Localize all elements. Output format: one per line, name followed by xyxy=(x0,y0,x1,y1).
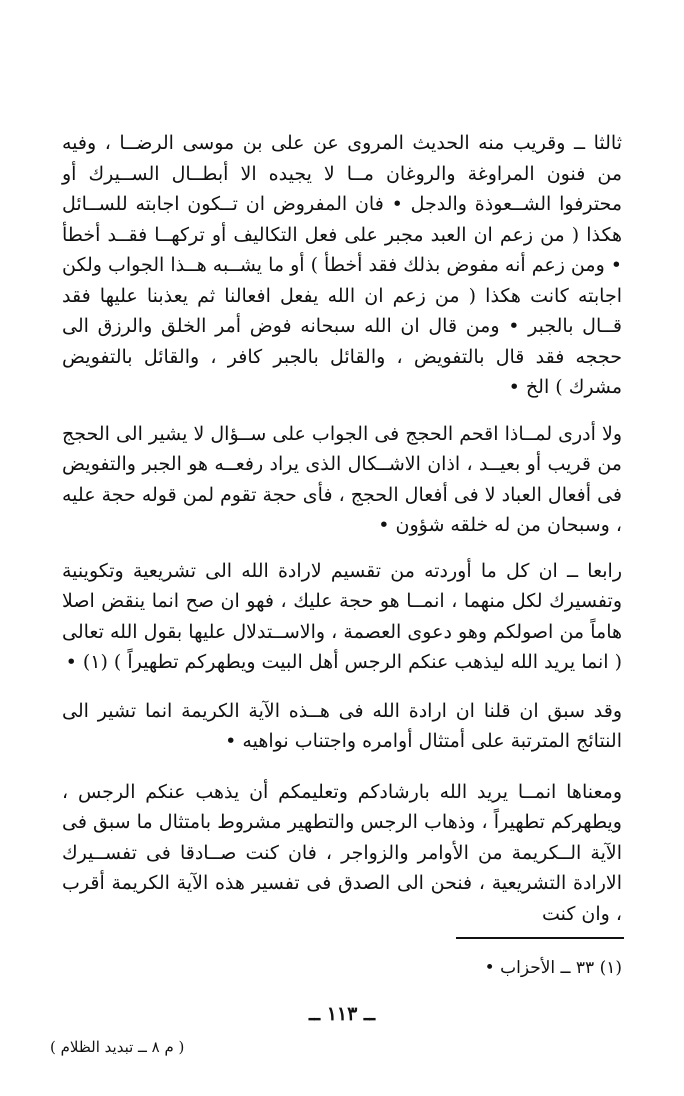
paragraph-5: ومعناها انمــا يريد الله بارشادكم وتعليمكم أن يذهب عنكم الرجس ، ويطهركم تطهيراً ، وذهاب الرجس والتطهير مشروط بامتثال ما سبق فى الآية الــكريمة من الأوامر والزواجر ، فان كنت صــادقا فى تفســيرك الارادة التشريعية ، فنحن الى الصدق فى تفسير هذه الآية الكريمة أقرب ، وان كنت xyxy=(62,780,622,925)
printer-signature: ( م ٨ ــ تبديد الظلام ) xyxy=(50,1038,185,1056)
paragraph-spacer xyxy=(62,757,622,777)
footnote: (١) ٣٣ ــ الأحزاب • xyxy=(484,958,622,978)
body-text xyxy=(62,128,622,929)
paragraph-2: ولا أدرى لمــاذا اقحم الحجج فى الجواب على ســؤال لا يشير الى الحجج من قريب أو بعيــد ، اذان الاشــكال الذى يراد رفعــه هو الجبر والتفويض فى أفعال العباد لا فى أفعال الحجج ، فأى حجة تقوم لمن قوله حجة عليه ، وسبحان من له خلقه شؤون • xyxy=(62,422,622,536)
paragraph-1: ثالثا ــ وقريب منه الحديث المروى عن على بن موسى الرضــا ، وفيه من فنون المراوغة والروغان مــا لا يجيده الا أبطــال الســيرك أو محترفوا الشــعوذة والدجل • فان المفروض ان تــكون اجابته للســائل هكذا ( من زعم ان العبد مجبر على فعل التكاليف أو تركهــا فقــد أخطأ • ومن زعم أنه مفوض بذلك فقد أخطأ ) أو ما يشــبه هــذا الجواب ولكن اجابته كانت هكذا ( من زعم ان الله يفعل افعالنا ثم يعذبنا عليها فقد قــال بالجبر • ومن قال ان الله سبحانه فوض أمر الخلق والرزق الى حججه فقد قال بالتفويض ، والقائل بالجبر كافر ، والقائل بالتفويض مشرك ) الخ • xyxy=(62,132,623,398)
paragraph-spacer xyxy=(62,678,622,696)
paragraph-spacer xyxy=(62,403,622,419)
paragraph-3: رابعا ــ ان كل ما أوردته من تقسيم لارادة الله الى تشريعية وتكوينية وتفسيرك لكل منهما ، انمــا هو حجة عليك ، فهو ان صح انما ينقض اصلا هاماً من اصولكم وهو دعوى العصمة ، والاســتدلال عليها بقول الله تعالى ( انما يريد الله ليذهب عنكم الرجس أهل البيت ويطهركم تطهيراً ) (١) • xyxy=(62,559,622,673)
page-number: ــ ١١٣ ــ xyxy=(308,1003,376,1025)
paragraph-spacer xyxy=(62,541,622,556)
paragraph-4: وقد سبق ان قلنا ان ارادة الله فى هــذه الآية الكريمة انما تشير الى النتائج المترتبة على أمتثال أوامره واجتناب نواهيه • xyxy=(62,699,622,752)
footnote-divider xyxy=(456,937,624,939)
